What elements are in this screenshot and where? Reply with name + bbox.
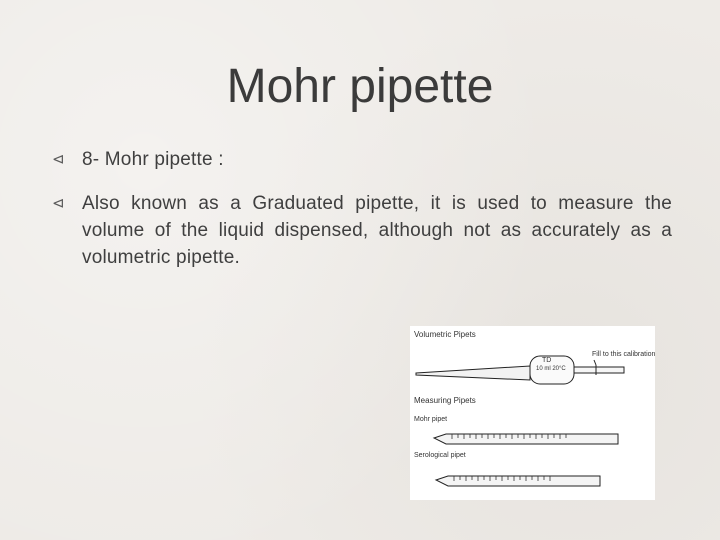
bullet-text: Also known as a Graduated pipette, it is used to measure the volume of the liquid dispensed, although not as accurately as a volumetric pipette. bbox=[82, 193, 672, 268]
bulb-label-line2: 10 ml 20°C bbox=[536, 366, 566, 372]
pipette-figure bbox=[410, 326, 655, 500]
serological-pipet-drawing bbox=[436, 476, 600, 486]
bullet-item bbox=[52, 146, 672, 173]
arrow-bullet-icon: ⊲ bbox=[52, 151, 65, 168]
bulb-label-line1: TD bbox=[542, 357, 552, 364]
volumetric-pipet-drawing bbox=[416, 356, 624, 384]
volumetric-heading: Volumetric Pipets bbox=[414, 330, 476, 339]
mohr-label: Mohr pipet bbox=[414, 416, 448, 423]
bullet-text: 8- Mohr pipette : bbox=[82, 149, 224, 170]
measuring-heading: Measuring Pipets bbox=[414, 396, 476, 405]
mohr-pipet-drawing bbox=[434, 434, 618, 444]
serological-label: Serological pipet bbox=[414, 452, 466, 459]
calibration-note: Fill to this calibration bbox=[592, 351, 656, 358]
arrow-bullet-icon: ⊲ bbox=[52, 195, 65, 212]
bullet-item bbox=[52, 190, 672, 271]
slide-title: Mohr pipette bbox=[226, 60, 494, 113]
